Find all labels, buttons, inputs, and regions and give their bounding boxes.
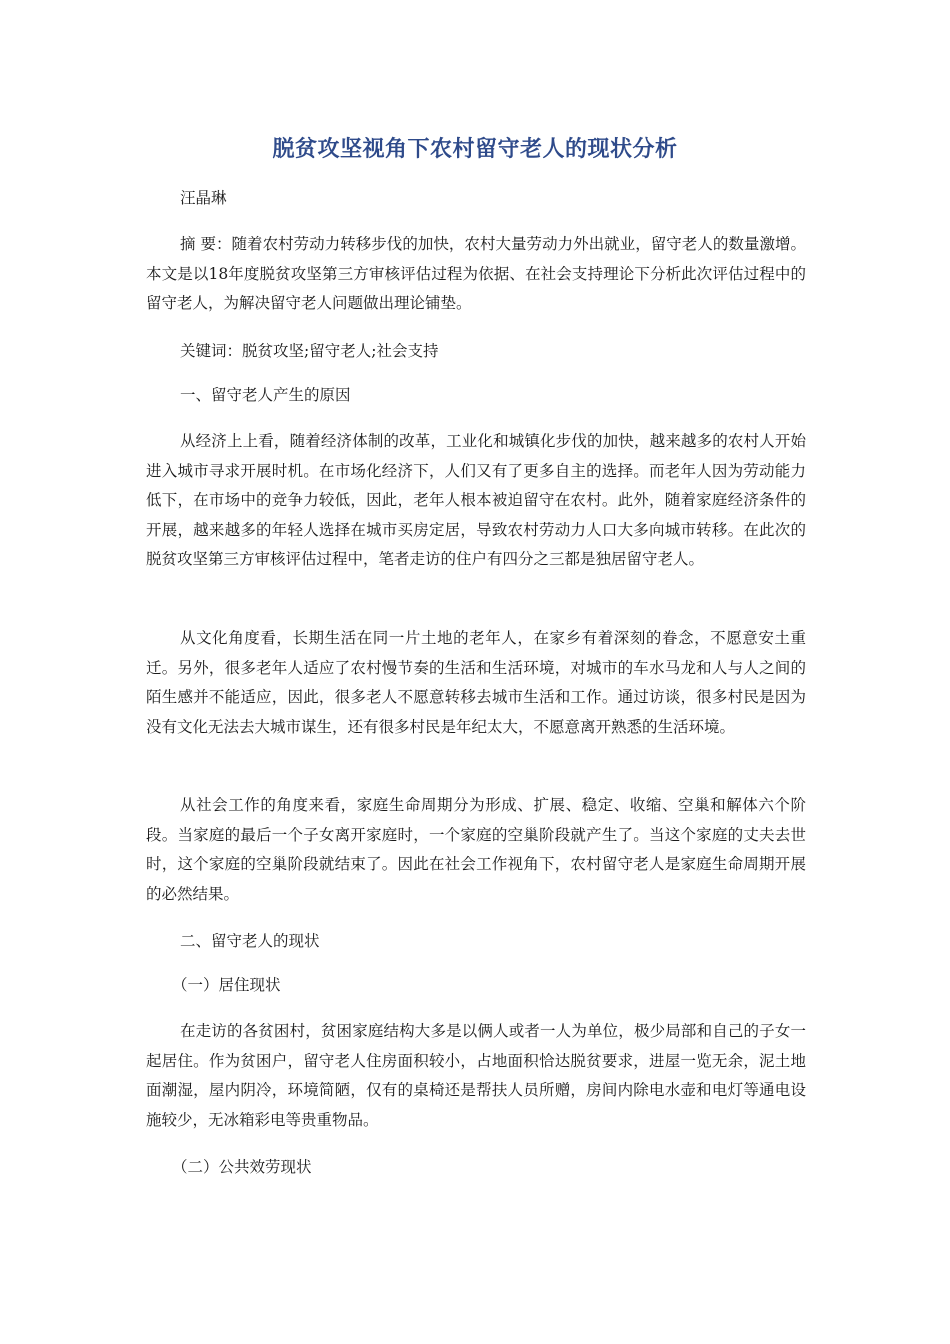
document-title: 脱贫攻坚视角下农村留守老人的现状分析 [272, 137, 678, 162]
keywords-line: 关键词：脱贫攻坚;留守老人;社会支持 [180, 342, 439, 360]
abstract-paragraph: 摘 要：随着农村劳动力转移步伐的加快，农村大量劳动力外出就业，留守老人的数量激增。本文是以18年度脱贫攻坚第三方审核评估过程为依据、在社会支持理论下分析此次评估过程中的留守老人，为解决留守老人问题做出理论铺垫。 [146, 235, 806, 312]
subsection-heading-housing: （一）居住现状 [172, 976, 281, 994]
paragraph-cultural-causes: 从文化角度看，长期生活在同一片土地的老年人，在家乡有着深刻的眷念，不愿意安土重迁。另外，很多老年人适应了农村慢节奏的生活和生活环境，对城市的车水马龙和人与人之间的陌生感并不能适应，因此，很多老人不愿意转移去城市生活和工作。通过访谈，很多村民是因为没有文化无法去大城市谋生，还有很多村民是年纪太大，不愿意离开熟悉的生活环境。 [146, 629, 806, 736]
section-heading-status: 二、留守老人的现状 [180, 932, 320, 950]
author-name: 汪晶琳 [180, 189, 227, 207]
paragraph-economic-causes: 从经济上上看，随着经济体制的改革，工业化和城镇化步伐的加快，越来越多的农村人开始进入城市寻求开展时机。在市场化经济下，人们又有了更多自主的选择。而老年人因为劳动能力低下，在市场中的竞争力较低，因此，老年人根本被迫留守在农村。此外，随着家庭经济条件的开展，越来越多的年轻人选择在城市买房定居，导致农村劳动力人口大多向城市转移。在此次的脱贫攻坚第三方审核评估过程中，笔者走访的住户有四分之三都是独居留守老人。 [146, 432, 806, 568]
paragraph-housing-status: 在走访的各贫困村，贫困家庭结构大多是以俩人或者一人为单位，极少局部和自己的子女一起居住。作为贫困户，留守老人住房面积较小，占地面积恰达脱贫要求，进屋一览无余，泥土地面潮湿，屋内阴冷，环境简陋，仅有的桌椅还是帮扶人员所赠，房间内除电水壶和电灯等通电设施较少，无冰箱彩电等贵重物品。 [146, 1022, 806, 1129]
paragraph-social-work-causes: 从社会工作的角度来看，家庭生命周期分为形成、扩展、稳定、收缩、空巢和解体六个阶段。当家庭的最后一个子女离开家庭时，一个家庭的空巢阶段就产生了。当这个家庭的丈夫去世时，这个家庭的空巢阶段就结束了。因此在社会工作视角下，农村留守老人是家庭生命周期开展的必然结果。 [146, 796, 806, 903]
subsection-heading-public-services: （二）公共效劳现状 [172, 1158, 312, 1176]
section-heading-causes: 一、留守老人产生的原因 [180, 386, 351, 404]
